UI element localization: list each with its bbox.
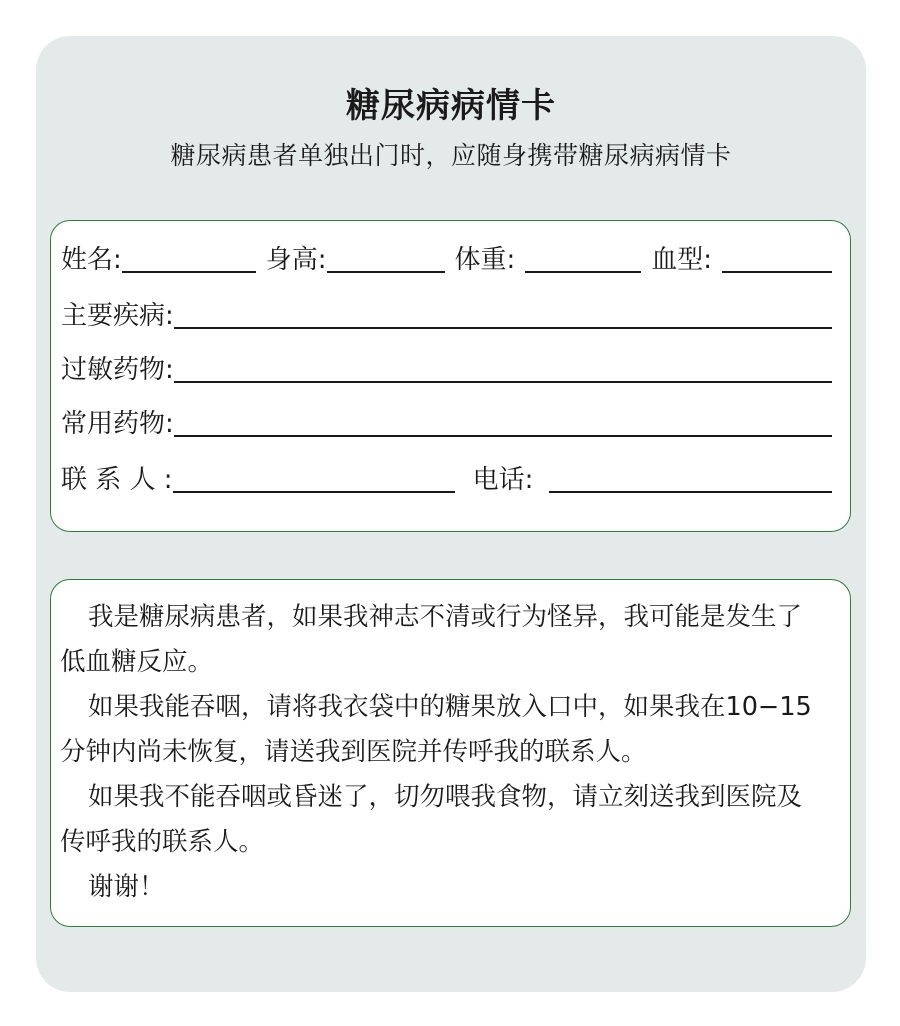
form-row-basic	[61, 245, 832, 275]
name-field[interactable]	[122, 245, 256, 273]
card-subtitle: 糖尿病患者单独出门时，应随身携带糖尿病病情卡	[170, 141, 732, 170]
allergy-field[interactable]	[174, 355, 832, 383]
personal-info-form	[50, 220, 851, 532]
blood-type-field[interactable]	[722, 245, 832, 273]
weight-field[interactable]	[525, 245, 641, 273]
contact-field[interactable]	[173, 465, 455, 493]
contact-label: 联 系 人 :	[61, 465, 173, 495]
notice-paragraph-2: 如果我能吞咽，请将我衣袋中的糖果放入口中，如果我在10−15分钟内尚未恢复，请送我到医院并传呼我的联系人。	[60, 692, 812, 767]
emergency-notice	[50, 579, 851, 927]
notice-paragraph-3: 如果我不能吞咽或昏迷了，切勿喂我食物，请立刻送我到医院及传呼我的联系人。	[60, 782, 803, 857]
phone-field[interactable]	[549, 465, 832, 493]
common-meds-label: 常用药物:	[61, 409, 174, 439]
form-row-allergy	[61, 355, 832, 385]
form-row-contact	[61, 465, 832, 495]
blood-type-label: 血型:	[651, 245, 713, 275]
common-meds-field[interactable]	[174, 409, 832, 437]
weight-label: 体重:	[454, 245, 516, 275]
allergy-label: 过敏药物:	[61, 355, 174, 385]
diabetes-card	[36, 36, 866, 992]
height-label: 身高:	[265, 245, 327, 275]
notice-paragraph-1: 我是糖尿病患者，如果我神志不清或行为怪异，我可能是发生了低血糖反应。	[60, 602, 803, 677]
form-row-main-disease	[61, 301, 832, 331]
main-disease-field[interactable]	[174, 301, 832, 329]
notice-thanks: 谢谢！	[88, 872, 165, 902]
height-field[interactable]	[327, 245, 445, 273]
main-disease-label: 主要疾病:	[61, 301, 174, 331]
phone-label: 电话:	[472, 465, 534, 495]
name-label: 姓名:	[61, 245, 122, 275]
card-title: 糖尿病病情卡	[346, 86, 556, 126]
form-row-common-meds	[61, 409, 832, 439]
